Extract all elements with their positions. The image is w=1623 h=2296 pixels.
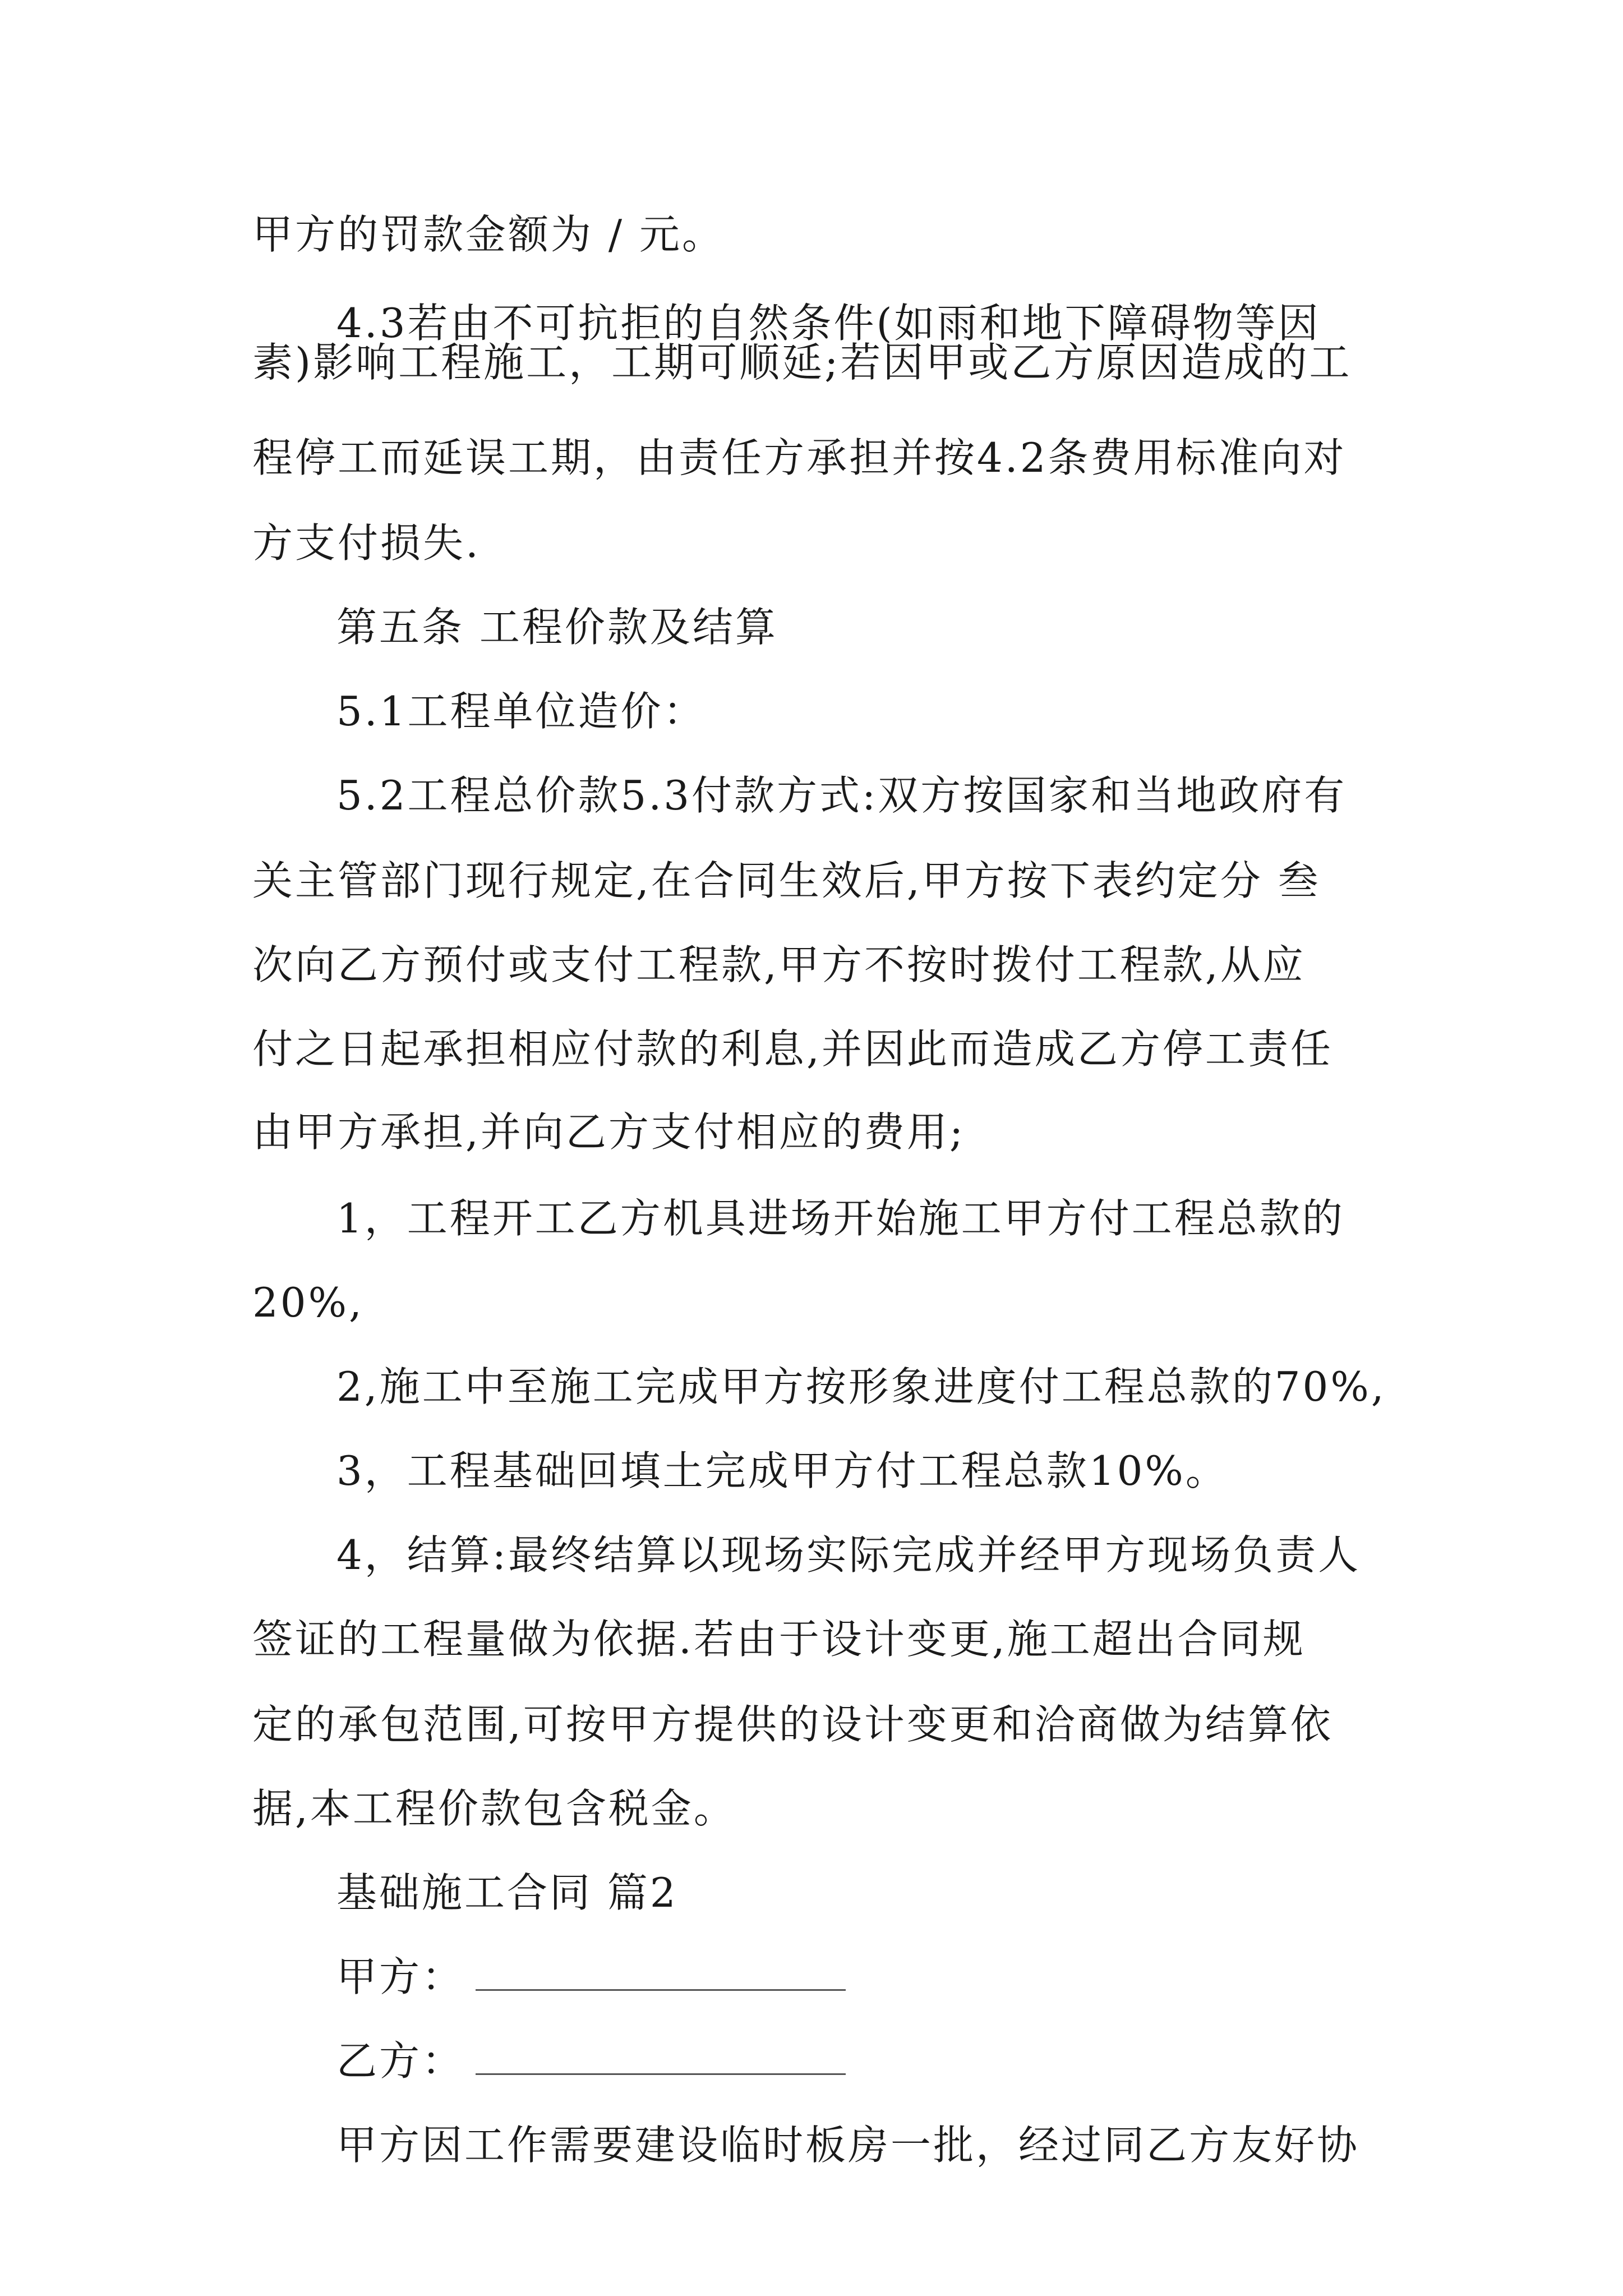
paragraph-line: 1，工程开工乙方机具进场开始施工甲方付工程总款的 [336, 1195, 1345, 1242]
party-b-blank [476, 2071, 846, 2075]
paragraph-line: 关主管部门现行规定,在合同生效后,甲方按下表约定分 叁 [252, 857, 1321, 904]
paragraph-line: 程停工而延误工期，由责任方承担并按4.2条费用标准向对 [252, 434, 1347, 481]
paragraph-line: 3，工程基础回填土完成甲方付工程总款10%。 [336, 1447, 1228, 1494]
party-a-line [336, 1950, 846, 2004]
paragraph-line: 据,本工程价款包含税金。 [252, 1785, 736, 1832]
paragraph-line: 2,施工中至施工完成甲方按形象进度付工程总款的70%, [336, 1363, 1386, 1410]
section-heading: 第五条 工程价款及结算 [336, 604, 778, 651]
paragraph-line: 次向乙方预付或支付工程款,甲方不按时拨付工程款,从应 [252, 941, 1306, 988]
paragraph-line: 甲方的罚款金额为 / 元。 [252, 211, 725, 258]
paragraph-line: 4.3若由不可抗拒的自然条件(如雨和地下障碍物等因 [336, 300, 1321, 347]
paragraph-line: 付之日起承担相应付款的利息,并因此而造成乙方停工责任 [252, 1025, 1333, 1073]
party-a-label: 甲方： [336, 1953, 465, 2000]
paragraph-line: 20%, [252, 1279, 364, 1326]
paragraph-line: 方支付损失. [252, 519, 481, 567]
paragraph-line: 甲方因工作需要建设临时板房一批，经过同乙方友好协 [336, 2122, 1360, 2169]
paragraph-line: 由甲方承担,并向乙方支付相应的费用; [252, 1108, 966, 1156]
paragraph-line: 4，结算:最终结算以现场实际完成并经甲方现场负责人 [336, 1531, 1361, 1579]
paragraph-line: 素)影响工程施工，工期可顺延;若因甲或乙方原因造成的工 [252, 339, 1352, 386]
section-heading: 基础施工合同 篇2 [336, 1869, 678, 1916]
party-b-line [336, 2034, 846, 2088]
paragraph-line: 签证的工程量做为依据.若由于设计变更,施工超出合同规 [252, 1616, 1306, 1663]
paragraph-line: 5.2工程总价款5.3付款方式:双方按国家和当地政府有 [336, 772, 1347, 819]
party-a-blank [476, 1987, 846, 1991]
paragraph-line: 5.1工程单位造价： [336, 688, 706, 735]
paragraph-line: 定的承包范围,可按甲方提供的设计变更和洽商做为结算依 [252, 1701, 1333, 1748]
party-b-label: 乙方： [336, 2037, 465, 2085]
